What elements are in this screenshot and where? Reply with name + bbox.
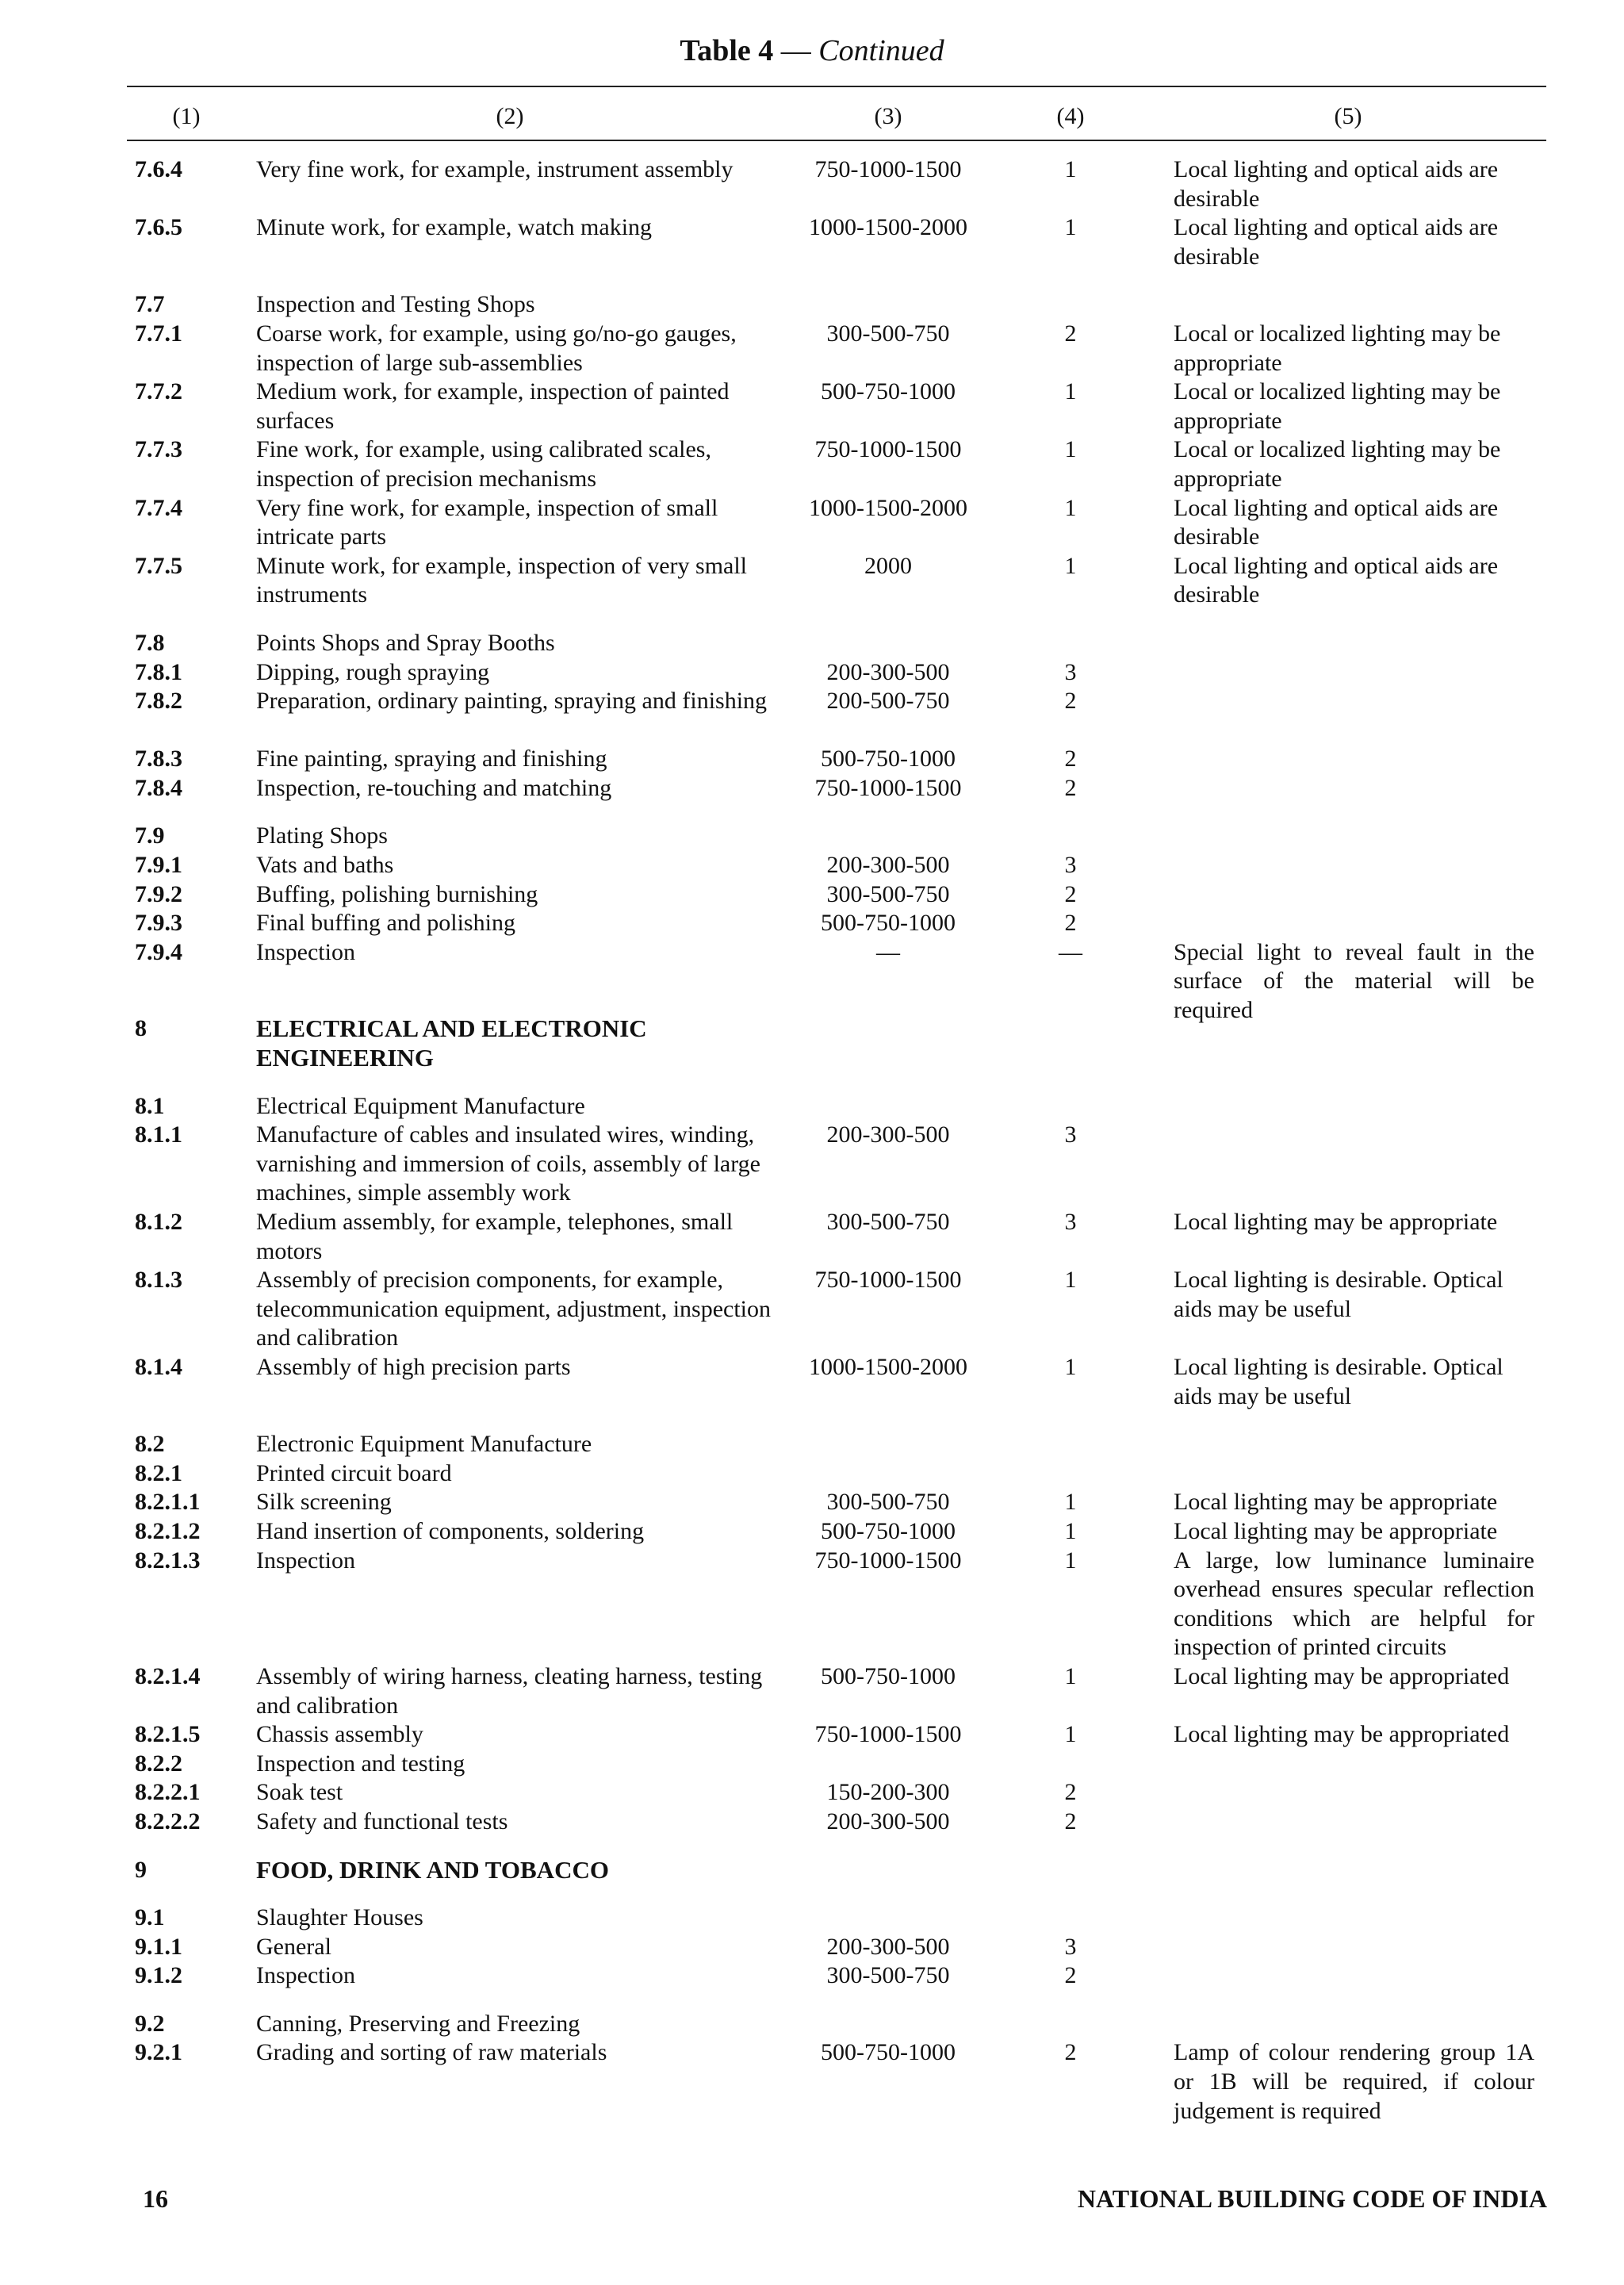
table-row: [0, 1459, 1624, 1489]
work-description: Electrical Equipment Manufacture: [256, 1092, 585, 1119]
clause-number: 7.7.4: [135, 494, 182, 521]
work-description: Inspection: [256, 1962, 355, 1989]
illuminance-range: 1000-1500-2000: [809, 1354, 967, 1380]
clause-number: 8.1.3: [135, 1267, 182, 1294]
header-rule: [127, 140, 1546, 141]
clause-number: 8.2.2: [135, 1750, 182, 1777]
clause-number: 7.8: [135, 629, 165, 656]
glare-group: 3: [1064, 852, 1077, 879]
work-description: Very fine work, for example, inspection of small intricate parts: [256, 494, 718, 550]
clause-number: 7.6.5: [135, 214, 182, 241]
remarks: Local lighting and optical aids are desirable: [1174, 156, 1499, 212]
clause-number: 7.9: [135, 822, 165, 849]
clause-number: 7.9.1: [135, 852, 182, 879]
glare-group: 1: [1064, 1721, 1077, 1748]
lighting-table: [0, 155, 1624, 2126]
clause-number: 8.1: [135, 1092, 165, 1119]
illuminance-range: 500-750-1000: [821, 1662, 956, 1689]
table-row: [0, 2010, 1624, 2039]
glare-group: 1: [1064, 378, 1077, 405]
illuminance-range: 750-1000-1500: [814, 1267, 962, 1294]
clause-number: 8.1.2: [135, 1209, 182, 1236]
table-row: [0, 378, 1624, 435]
work-description: Canning, Preserving and Freezing: [256, 2010, 580, 2037]
glare-group: 3: [1064, 1933, 1077, 1960]
table-row: [0, 880, 1624, 910]
work-description: Buffing, polishing burnishing: [256, 880, 538, 907]
table-row: [0, 155, 1624, 213]
glare-group: 3: [1064, 1121, 1077, 1148]
remarks: Local lighting and optical aids are desirable: [1174, 214, 1499, 270]
table-row: [0, 851, 1624, 880]
continued-label: Continued: [818, 34, 944, 67]
table-row: [0, 909, 1624, 938]
page-number: 16: [143, 2184, 168, 2213]
work-description: Plating Shops: [256, 822, 388, 849]
glare-group: 3: [1064, 658, 1077, 685]
table-row: [0, 1430, 1624, 1459]
clause-number: 7.9.3: [135, 910, 182, 937]
table-row: [0, 1488, 1624, 1517]
table-row: [0, 1778, 1624, 1808]
illuminance-range: 500-750-1000: [821, 910, 956, 937]
illuminance-range: 2000: [864, 552, 912, 579]
table-row: [0, 1517, 1624, 1547]
title-separator: —: [780, 34, 811, 67]
work-description: Silk screening: [256, 1489, 392, 1516]
work-description: Electronic Equipment Manufacture: [256, 1431, 592, 1458]
work-description: Minute work, for example, inspection of very small instruments: [256, 552, 748, 608]
table-row: [0, 1808, 1624, 1837]
illuminance-range: 150-200-300: [826, 1779, 950, 1806]
remarks: A large, low luminance luminaire overhead ensures specular reflection conditions which are helpful for inspection of printed circuits: [1174, 1547, 1534, 1661]
work-description: Medium assembly, for example, telephones, small motors: [256, 1209, 733, 1264]
work-description: Safety and functional tests: [256, 1808, 508, 1835]
glare-group: 1: [1064, 1489, 1077, 1516]
glare-group: 1: [1064, 214, 1077, 241]
remarks: Local lighting may be appropriate: [1174, 1489, 1498, 1516]
clause-number: 9.2.1: [135, 2039, 182, 2066]
work-description: Chassis assembly: [256, 1721, 423, 1748]
work-description: Points Shops and Spray Booths: [256, 629, 555, 656]
remarks: Local or localized lighting may be appropriate: [1174, 378, 1501, 434]
illuminance-range: 500-750-1000: [821, 2039, 956, 2066]
work-description: Assembly of high precision parts: [256, 1354, 571, 1380]
illuminance-range: 200-300-500: [826, 1121, 950, 1148]
glare-group: 1: [1064, 1354, 1077, 1380]
clause-number: 7.7.5: [135, 552, 182, 579]
illuminance-range: 200-300-500: [826, 1808, 950, 1835]
glare-group: 1: [1064, 436, 1077, 463]
clause-number: 7.7: [135, 291, 165, 318]
clause-number: 7.9.4: [135, 938, 182, 965]
glare-group: 2: [1064, 1962, 1077, 1989]
table-row: [0, 2038, 1624, 2126]
illuminance-range: 300-500-750: [826, 1489, 950, 1516]
glare-group: 1: [1064, 552, 1077, 579]
clause-number: 7.7.2: [135, 378, 182, 405]
column-headers: [0, 97, 1624, 136]
table-row: [0, 822, 1624, 851]
table-row: [0, 1904, 1624, 1933]
column-header-5: (5): [1334, 103, 1362, 129]
table-row: [0, 658, 1624, 688]
illuminance-range: 750-1000-1500: [814, 156, 962, 182]
column-header-3: (3): [874, 103, 902, 129]
work-description: Preparation, ordinary painting, spraying and finishing: [256, 688, 768, 715]
remarks: Local lighting is desirable. Optical aids may be useful: [1174, 1354, 1503, 1409]
clause-number: 8.2.1.5: [135, 1721, 201, 1748]
clause-number: 8.2.1: [135, 1459, 182, 1486]
table-row: [0, 1961, 1624, 1991]
clause-number: 9.1.2: [135, 1962, 182, 1989]
clause-number: 8.1.4: [135, 1354, 182, 1380]
column-header-4: (4): [1056, 103, 1085, 129]
work-description: Coarse work, for example, using go/no-go gauges, inspection of large sub-assemblies: [256, 320, 737, 376]
glare-group: 2: [1064, 320, 1077, 347]
clause-number: 7.8.1: [135, 658, 182, 685]
clause-number: 8: [135, 1015, 147, 1042]
glare-group: 2: [1064, 1808, 1077, 1835]
clause-number: 8.1.1: [135, 1121, 182, 1148]
work-description: Assembly of wiring harness, cleating harness, testing and calibration: [256, 1662, 763, 1719]
work-description: Minute work, for example, watch making: [256, 214, 653, 241]
work-description: Inspection and Testing Shops: [256, 291, 535, 318]
table-row: [0, 290, 1624, 320]
glare-group: 2: [1064, 746, 1077, 773]
work-description: General: [256, 1933, 331, 1960]
publication-name: NATIONAL BUILDING CODE OF INDIA: [1077, 2184, 1547, 2213]
table-row: [0, 552, 1624, 610]
illuminance-range: 200-300-500: [826, 658, 950, 685]
remarks: Local lighting may be appropriate: [1174, 1209, 1498, 1236]
work-description: Assembly of precision components, for example, telecommunication equipment, adjustment, inspection and calibration: [256, 1267, 772, 1351]
glare-group: 1: [1064, 1662, 1077, 1689]
table-row: [0, 745, 1624, 774]
illuminance-range: 500-750-1000: [821, 746, 956, 773]
table-row: [0, 1121, 1624, 1208]
illuminance-range: 300-500-750: [826, 320, 950, 347]
glare-group: 2: [1064, 774, 1077, 801]
glare-group: 1: [1064, 1267, 1077, 1294]
remarks: Special light to reveal fault in the surface of the material will be required: [1174, 938, 1534, 1024]
illuminance-range: 1000-1500-2000: [809, 214, 967, 241]
glare-group: 1: [1064, 1517, 1077, 1544]
illuminance-range: 200-300-500: [826, 852, 950, 879]
table-title: [0, 30, 1624, 71]
illuminance-range: 750-1000-1500: [814, 774, 962, 801]
table-row: [0, 320, 1624, 378]
top-rule: [127, 86, 1546, 87]
remarks: Local lighting may be appropriate: [1174, 1517, 1498, 1544]
clause-number: 8.2.1.3: [135, 1547, 201, 1574]
clause-number: 9.1: [135, 1904, 165, 1931]
illuminance-range: 750-1000-1500: [814, 436, 962, 463]
work-description: Final buffing and polishing: [256, 910, 515, 937]
remarks: Local or localized lighting may be appropriate: [1174, 320, 1501, 376]
work-description: Manufacture of cables and insulated wires, winding, varnishing and immersion of coils, assembly of large machines, simple assembly work: [256, 1121, 760, 1206]
clause-number: 8.2: [135, 1431, 165, 1458]
work-description: Inspection: [256, 938, 355, 965]
section-heading-row: [0, 1856, 1624, 1885]
clause-number: 7.7.1: [135, 320, 182, 347]
table-row: [0, 774, 1624, 803]
table-row: [0, 1266, 1624, 1353]
page-footer: [0, 2181, 1624, 2216]
table-label: Table 4: [680, 34, 774, 67]
work-description: Dipping, rough spraying: [256, 658, 490, 685]
remarks: Lamp of colour rendering group 1A or 1B will be required, if colour judgement is required: [1174, 2039, 1534, 2124]
illuminance-range: 300-500-750: [826, 1962, 950, 1989]
column-header-1: (1): [172, 103, 201, 129]
remarks: Local lighting may be appropriated: [1174, 1662, 1510, 1689]
work-description: ELECTRICAL AND ELECTRONIC ENGINEERING: [256, 1014, 647, 1072]
illuminance-range: 500-750-1000: [821, 1517, 956, 1544]
clause-number: 8.2.1.4: [135, 1662, 201, 1689]
glare-group: 3: [1064, 1209, 1077, 1236]
glare-group: 2: [1064, 880, 1077, 907]
table-row: [0, 213, 1624, 271]
work-description: Printed circuit board: [256, 1459, 452, 1486]
work-description: Hand insertion of components, soldering: [256, 1517, 645, 1544]
clause-number: 7.8.2: [135, 688, 182, 715]
glare-group: 1: [1064, 494, 1077, 521]
illuminance-range: 500-750-1000: [821, 378, 956, 405]
work-description: Inspection, re-touching and matching: [256, 774, 612, 801]
clause-number: 8.2.1.2: [135, 1517, 201, 1544]
clause-number: 7.8.3: [135, 746, 182, 773]
illuminance-range: 200-300-500: [826, 1933, 950, 1960]
work-description: Vats and baths: [256, 852, 394, 879]
remarks: Local or localized lighting may be appropriate: [1174, 436, 1501, 492]
table-row: [0, 938, 1624, 1024]
work-description: Medium work, for example, inspection of painted surfaces: [256, 378, 730, 434]
illuminance-range: 750-1000-1500: [814, 1547, 962, 1574]
table-row: [0, 1208, 1624, 1266]
work-description: Very fine work, for example, instrument assembly: [256, 156, 733, 182]
work-description: Soak test: [256, 1779, 343, 1806]
clause-number: 8.2.2.2: [135, 1808, 201, 1835]
glare-group: 1: [1064, 156, 1077, 182]
remarks: Local lighting may be appropriated: [1174, 1721, 1510, 1748]
column-header-2: (2): [496, 103, 524, 129]
table-row: [0, 687, 1624, 745]
glare-group: 2: [1064, 688, 1077, 715]
table-row: [0, 494, 1624, 552]
remarks: Local lighting and optical aids are desirable: [1174, 552, 1499, 608]
illuminance-range: —: [876, 938, 900, 965]
work-description: FOOD, DRINK AND TOBACCO: [256, 1855, 609, 1884]
table-row: [0, 435, 1624, 493]
table-row: [0, 1547, 1624, 1662]
glare-group: 2: [1064, 1779, 1077, 1806]
remarks: Local lighting is desirable. Optical aids may be useful: [1174, 1267, 1503, 1322]
remarks: Local lighting and optical aids are desirable: [1174, 494, 1499, 550]
clause-number: 7.6.4: [135, 156, 182, 182]
work-description: Slaughter Houses: [256, 1904, 423, 1931]
clause-number: 9.2: [135, 2010, 165, 2037]
illuminance-range: 750-1000-1500: [814, 1721, 962, 1748]
glare-group: 2: [1064, 2039, 1077, 2066]
glare-group: —: [1059, 938, 1082, 965]
clause-number: 7.7.3: [135, 436, 182, 463]
clause-number: 8.2.1.1: [135, 1489, 201, 1516]
illuminance-range: 300-500-750: [826, 880, 950, 907]
clause-number: 9.1.1: [135, 1933, 182, 1960]
table-row: [0, 1933, 1624, 1962]
clause-number: 8.2.2.1: [135, 1779, 201, 1806]
glare-group: 2: [1064, 910, 1077, 937]
section-heading-row: [0, 1014, 1624, 1072]
illuminance-range: 1000-1500-2000: [809, 494, 967, 521]
work-description: Inspection and testing: [256, 1750, 465, 1777]
work-description: Fine painting, spraying and finishing: [256, 746, 607, 773]
work-description: Grading and sorting of raw materials: [256, 2039, 607, 2066]
clause-number: 7.8.4: [135, 774, 182, 801]
illuminance-range: 300-500-750: [826, 1209, 950, 1236]
table-row: [0, 629, 1624, 658]
clause-number: 9: [135, 1856, 147, 1883]
table-row: [0, 1353, 1624, 1411]
table-row: [0, 1720, 1624, 1750]
work-description: Inspection: [256, 1547, 355, 1574]
work-description: Fine work, for example, using calibrated scales, inspection of precision mechanisms: [256, 436, 711, 492]
illuminance-range: 200-500-750: [826, 688, 950, 715]
clause-number: 7.9.2: [135, 880, 182, 907]
glare-group: 1: [1064, 1547, 1077, 1574]
table-row: [0, 1750, 1624, 1779]
table-row: [0, 1092, 1624, 1121]
table-row: [0, 1662, 1624, 1720]
